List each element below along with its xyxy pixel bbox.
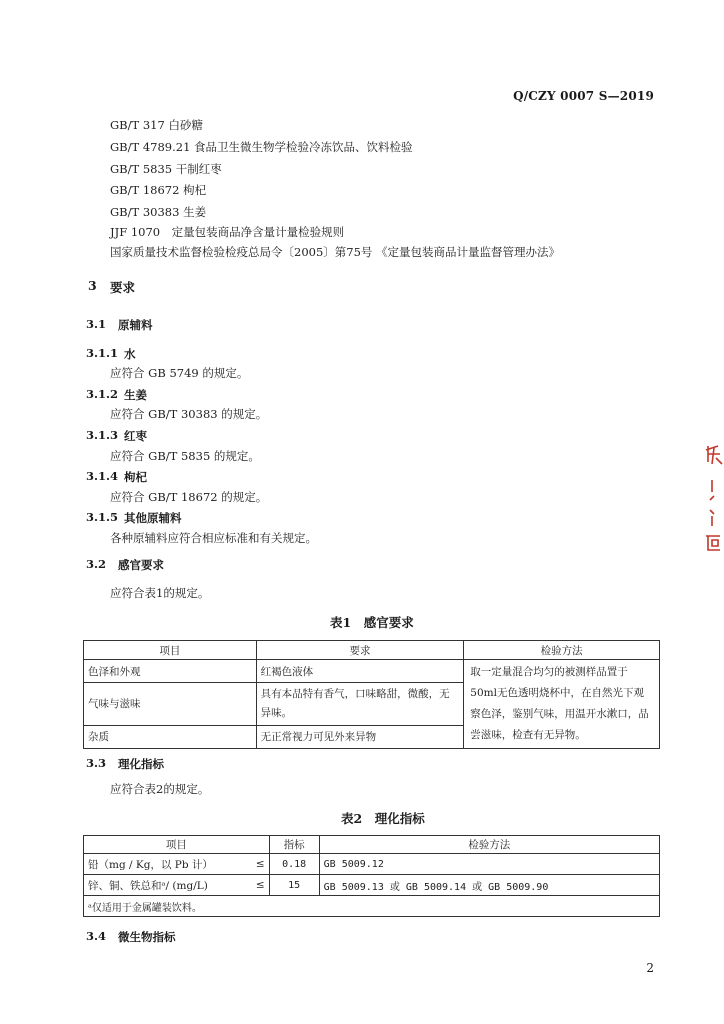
table2-row-operator: ≤: [231, 854, 269, 875]
red-seal-stamp-fragment: [700, 440, 724, 555]
reference-item: GB/T 4789.21 食品卫生微生物学检验冷冻饮品、饮料检验: [110, 140, 413, 154]
section-3-3-title: 理化指标: [118, 757, 164, 771]
reference-item: GB/T 18672 枸杞: [110, 183, 207, 197]
table1-caption: 表1 感官要求: [330, 615, 414, 630]
table2-row-item: 锌、铜、铁总和ᵃ/ (mg/L): [84, 875, 232, 896]
page-number: 2: [646, 961, 654, 975]
reference-item: GB/T 317 白砂糖: [110, 118, 203, 132]
section-3-1-2-number: 3.1.2: [86, 387, 119, 401]
reference-item: JJF 1070 定量包装商品净含量计量检验规则: [110, 225, 345, 239]
table1-method: 取一定量混合均匀的被测样品置于50ml无色透明烧杯中，在自然光下观察色泽，鉴别气味，用温开水漱口，品尝滋味，检查有无异物。: [464, 660, 660, 749]
table1-row-requirement: 红褐色液体: [256, 660, 464, 683]
sensory-requirements-table: [83, 640, 660, 749]
table1-header-method: 检验方法: [464, 641, 660, 660]
table2-footnote: ᵃ仅适用于金属罐装饮料。: [84, 896, 660, 917]
table1-row-requirement: 无正常视力可见外来异物: [256, 725, 464, 748]
section-3-1-1-number: 3.1.1: [86, 346, 119, 360]
document-code: Q/CZY 0007 S—2019: [513, 89, 654, 103]
section-3-1-4-title: 枸杞: [124, 470, 147, 484]
table1-header-item: 项目: [84, 641, 257, 660]
table1-row-item: 色泽和外观: [84, 660, 257, 683]
section-3-1-4-text: 应符合 GB/T 18672 的规定。: [110, 490, 268, 504]
table2-row-value: 0.18: [269, 854, 319, 875]
table1-row-requirement: 具有本品特有香气，口味略甜，微酸，无异味。: [256, 683, 464, 726]
section-3-1-5-number: 3.1.5: [86, 510, 119, 524]
table2-row-value: 15: [269, 875, 319, 896]
table2-row-operator: ≤: [231, 875, 269, 896]
section-3-1-1-text: 应符合 GB 5749 的规定。: [110, 366, 249, 380]
table1-row-item: 杂质: [84, 725, 257, 748]
table2-caption: 表2 理化指标: [341, 811, 425, 826]
section-3-1-2-title: 生姜: [124, 388, 147, 402]
section-3-3-text: 应符合表2的规定。: [110, 782, 210, 796]
section-3-number: 3: [88, 278, 97, 293]
table1-row-item: 气味与滋味: [84, 683, 257, 726]
section-3-1-5-title: 其他原辅料: [124, 511, 182, 525]
section-3-3-number: 3.3: [86, 756, 107, 770]
reference-item: GB/T 30383 生姜: [110, 205, 207, 219]
section-3-1-number: 3.1: [86, 317, 107, 331]
section-3-4-title: 微生物指标: [118, 930, 176, 944]
section-3-title: 要求: [110, 280, 136, 295]
section-3-1-3-text: 应符合 GB/T 5835 的规定。: [110, 449, 260, 463]
table2-row-method: GB 5009.12: [319, 854, 659, 875]
section-3-1-title: 原辅料: [118, 318, 153, 332]
section-3-1-5-text: 各种原辅料应符合相应标准和有关规定。: [110, 531, 317, 545]
reference-item: 国家质量技术监督检验检疫总局令〔2005〕第75号 《定量包装商品计量监督管理办法》: [110, 245, 561, 259]
section-3-2-text: 应符合表1的规定。: [110, 586, 210, 600]
section-3-1-1-title: 水: [124, 347, 136, 361]
section-3-1-2-text: 应符合 GB/T 30383 的规定。: [110, 407, 268, 421]
section-3-2-number: 3.2: [86, 557, 107, 571]
table1-header-requirement: 要求: [256, 641, 464, 660]
physicochemical-table: [83, 835, 660, 917]
section-3-1-4-number: 3.1.4: [86, 469, 119, 483]
section-3-1-3-number: 3.1.3: [86, 428, 119, 442]
table2-row-item: 铅（mg / Kg，以 Pb 计）: [84, 854, 232, 875]
table2-header-item: 项目: [84, 836, 270, 854]
reference-item: GB/T 5835 干制红枣: [110, 162, 222, 176]
section-3-1-3-title: 红枣: [124, 429, 147, 443]
table2-row-method: GB 5009.13 或 GB 5009.14 或 GB 5009.90: [319, 875, 659, 896]
section-3-2-title: 感官要求: [118, 558, 164, 572]
table2-header-value: 指标: [269, 836, 319, 854]
section-3-4-number: 3.4: [86, 929, 107, 943]
table2-header-method: 检验方法: [319, 836, 659, 854]
